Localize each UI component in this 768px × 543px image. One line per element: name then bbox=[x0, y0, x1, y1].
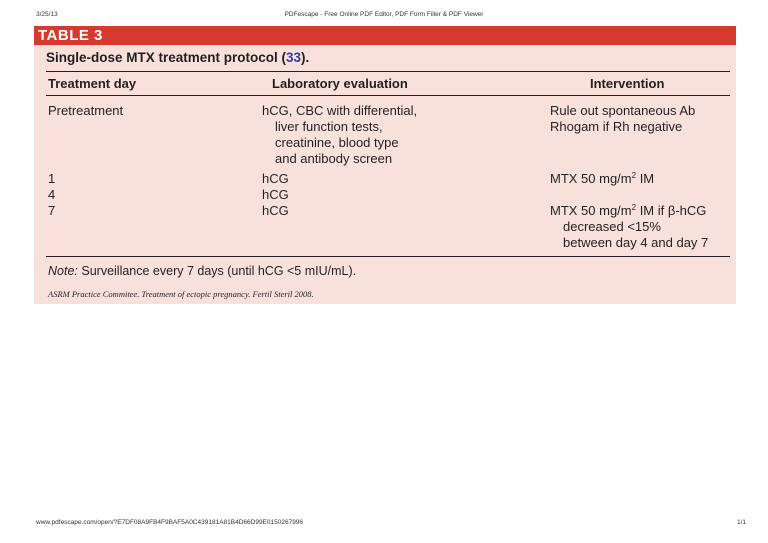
cell-day-1: 1 bbox=[48, 171, 56, 186]
page-count: 1/1 bbox=[736, 519, 746, 526]
print-url: www.pdfescape.com/open/?E7DF08A9FB4F9BAF5A0C439181A81B4D66D99E0150267996 bbox=[36, 519, 304, 526]
lab-line: and antibody screen bbox=[275, 151, 393, 166]
header-laboratory-evaluation: Laboratory evaluation bbox=[272, 76, 408, 91]
intervention-line: between day 4 and day 7 bbox=[563, 235, 709, 250]
intervention-text: MTX 50 mg/m bbox=[550, 203, 632, 218]
intervention-line: decreased <15% bbox=[563, 219, 661, 234]
cell-day-7: 7 bbox=[48, 203, 56, 218]
note-label: Note: bbox=[48, 264, 78, 278]
header-treatment-day: Treatment day bbox=[48, 76, 137, 91]
header-intervention: Intervention bbox=[590, 76, 665, 91]
lab-line: creatinine, blood type bbox=[275, 135, 399, 150]
cell-intervention-pretreatment bbox=[550, 103, 695, 135]
table-bottom-rule bbox=[46, 256, 730, 257]
cell-intervention-day-1 bbox=[550, 171, 654, 187]
cell-day-4: 4 bbox=[48, 187, 56, 202]
table-label: TABLE 3 bbox=[34, 26, 112, 45]
intervention-line: Rhogam if Rh negative bbox=[550, 119, 683, 134]
cell-day-pretreatment: Pretreatment bbox=[48, 103, 124, 118]
cell-intervention-day-7 bbox=[550, 203, 708, 251]
cell-lab-day-4: hCG bbox=[262, 187, 289, 202]
caption-reference-link[interactable]: 33 bbox=[286, 50, 302, 65]
table-caption bbox=[46, 50, 309, 65]
table-top-rule bbox=[46, 71, 730, 72]
lab-line: hCG, CBC with differential, bbox=[262, 103, 418, 118]
lab-line: liver function tests, bbox=[275, 119, 383, 134]
note-text: Surveillance every 7 days (until hCG <5 mIU/mL). bbox=[77, 264, 357, 278]
intervention-line bbox=[550, 203, 708, 219]
cell-lab-pretreatment bbox=[262, 103, 417, 167]
cell-lab-day-1: hCG bbox=[262, 171, 289, 186]
intervention-text: IM bbox=[636, 171, 655, 186]
table-3 bbox=[34, 26, 736, 304]
intervention-text: IM if β-hCG bbox=[636, 203, 707, 218]
caption-end: ). bbox=[301, 50, 310, 65]
table-label-bar bbox=[34, 26, 736, 45]
intervention-text: MTX 50 mg/m bbox=[550, 171, 632, 186]
print-title: PDFescape - Free Online PDF Editor, PDF Form Filler & PDF Viewer bbox=[284, 11, 484, 18]
superscript: 2 bbox=[631, 203, 637, 212]
print-footer bbox=[0, 519, 768, 529]
superscript: 2 bbox=[631, 171, 637, 180]
caption-text: Single-dose MTX treatment protocol ( bbox=[46, 50, 287, 65]
cell-lab-day-7: hCG bbox=[262, 203, 289, 218]
print-header bbox=[0, 11, 768, 21]
table-note bbox=[48, 264, 356, 278]
intervention-line: Rule out spontaneous Ab bbox=[550, 103, 696, 118]
table-source: ASRM Practice Commitee. Treatment of ectopic pregnancy. Fertil Steril 2008. bbox=[48, 289, 314, 299]
print-date: 3/25/13 bbox=[36, 11, 58, 18]
header-rule bbox=[46, 95, 730, 96]
